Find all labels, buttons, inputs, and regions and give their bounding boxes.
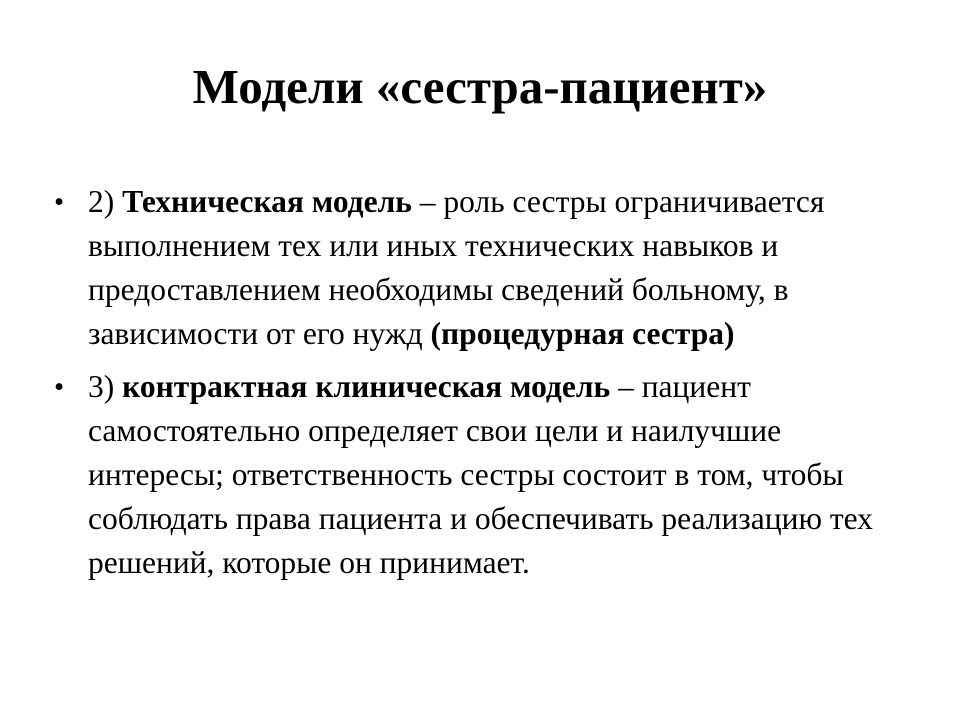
bullet-term: контрактная клиническая модель xyxy=(122,369,611,404)
bullet-text: – пациент самостоятельно определяет свои цели и наилучшие интересы; ответственность сестры состоит в том, чтобы соблюдать права пациента и обеспечивать реализацию тех решений, которые он принимает. xyxy=(88,369,873,580)
bullet-term: Техническая модель xyxy=(122,184,412,219)
bullet-dot-icon: • xyxy=(54,186,65,218)
bullet-item-contract-model xyxy=(52,365,912,585)
bullet-number: 2) xyxy=(88,184,123,219)
bullet-list xyxy=(52,180,912,594)
bullet-dot-icon: • xyxy=(54,371,65,403)
bullet-emphasis: (процедурная сестра) xyxy=(430,316,735,351)
slide-title: Модели «сестра-пациент» xyxy=(192,59,768,114)
bullet-number: 3) xyxy=(88,369,123,404)
bullet-text: – роль сестры ограничивается выполнением тех или иных технических навыков и предоставлением необходимы сведений больному, в зависимости от его нужд xyxy=(88,184,825,351)
bullet-item-technical-model xyxy=(52,180,912,356)
